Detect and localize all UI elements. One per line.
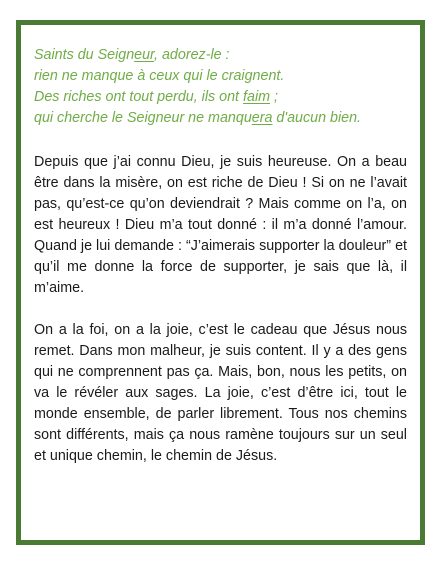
- verse-line-4: [34, 108, 407, 129]
- psalm-verse: [34, 45, 407, 129]
- verse-line-1-start: Saints du Seign: [34, 47, 135, 63]
- testimony-paragraph-2: On a la foi, on a la joie, c’est le cadeau que Jésus nous remet. Dans mon malheur, je suis content. Il y a des gens qui ne comprennent pas ça. Mais, bon, nous les petits, on va le révéler aux sages. La joie, c’est d’être ici, tout le monde ensemble, de parler librement. Tous nos chemins sont différents, mais ça nous ramène toujours sur un seul et unique chemin, le chemin de Jésus.: [34, 322, 407, 464]
- verse-line-4-end: d'aucun bien.: [272, 110, 362, 126]
- text-content: [34, 45, 407, 467]
- verse-line-4-start: qui cherche le Seigneur ne manqu: [34, 110, 252, 126]
- verse-line-1: [34, 45, 407, 66]
- testimony-paragraph-1: Depuis que j’ai connu Dieu, je suis heureuse. On a beau être dans la misère, on est riche de Dieu ! Si on ne l’avait pas, qu’est-ce qu’on deviendrait ? Mais comme on l’a, on est heureux ! Dieu m’a tout donné : il m’a donné l’amour. Quand je lui demande : “J’aimerais supporter la douleur” et qu’il me donne la force de supporter, je sais que là, il m’aime.: [34, 154, 407, 296]
- bordered-text-box: [16, 20, 425, 545]
- verse-line-4-underlined: era: [251, 110, 273, 126]
- verse-line-3: [34, 87, 407, 108]
- verse-line-3-start: Des riches ont tout perdu, ils ont: [34, 89, 244, 105]
- verse-line-1-end: , adorez-le :: [154, 47, 230, 63]
- verse-line-2: rien ne manque à ceux qui le craignent.: [34, 68, 285, 84]
- verse-line-3-end: ;: [270, 89, 278, 105]
- verse-line-3-underlined: faim: [243, 89, 271, 105]
- verse-line-1-underlined: eur: [134, 47, 155, 63]
